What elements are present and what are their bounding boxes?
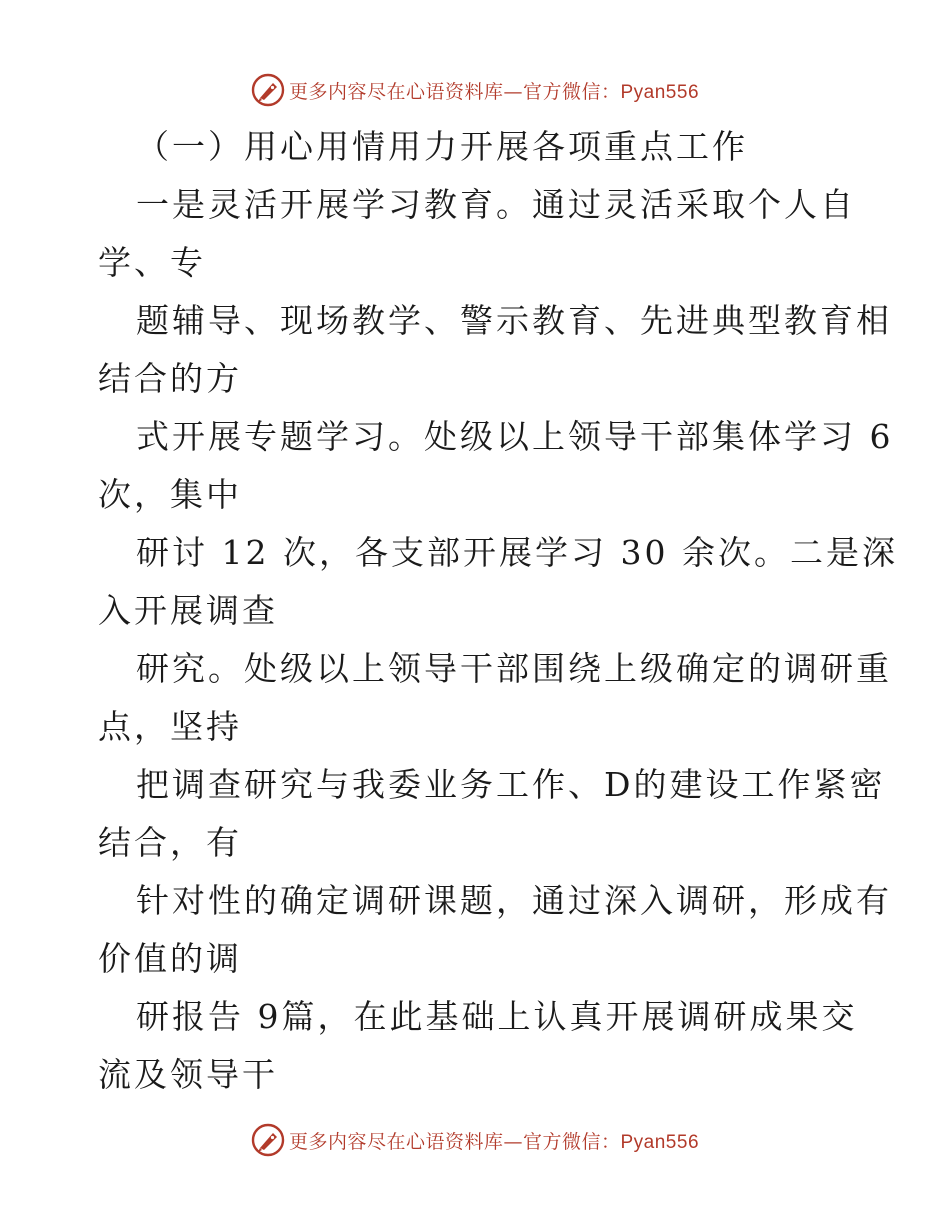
text-line: 流及领导干 [98,1055,278,1094]
text-line: 题辅导、现场教学、警示教育、先进典型教育相 [136,301,892,340]
pen-logo-icon [251,1123,285,1157]
text-line: 次，集中 [98,475,242,514]
footer-banner [0,1118,950,1162]
text-line: （一）用心用情用力开展各项重点工作 [136,127,748,166]
text-line: 入开展调查 [98,591,278,630]
text-line: 研报告 9篇，在此基础上认真开展调研成果交 [136,997,858,1036]
header-banner [0,68,950,112]
text-line: 价值的调 [98,939,242,978]
footer-banner-text: 更多内容尽在心语资料库—官方微信：Pyan556 [288,1130,700,1153]
text-line: 式开展专题学习。处级以上领导干部集体学习 6 [136,417,894,456]
text-line: 一是灵活开展学习教育。通过灵活采取个人自 [136,185,856,224]
pen-logo-icon [251,73,285,107]
text-line: 学、专 [98,243,206,282]
text-line: 研讨 12 次，各支部开展学习 30 余次。二是深 [136,533,898,572]
text-line: 结合的方 [98,359,242,398]
text-line: 研究。处级以上领导干部围绕上级确定的调研重 [136,649,892,688]
header-banner-text: 更多内容尽在心语资料库—官方微信：Pyan556 [288,80,700,103]
text-line: 结合，有 [98,823,242,862]
text-line: 点，坚持 [98,707,242,746]
text-line: 把调查研究与我委业务工作、D的建设工作紧密 [136,765,886,804]
text-line: 针对性的确定调研课题，通过深入调研，形成有 [136,881,892,920]
document-body [98,118,898,1104]
